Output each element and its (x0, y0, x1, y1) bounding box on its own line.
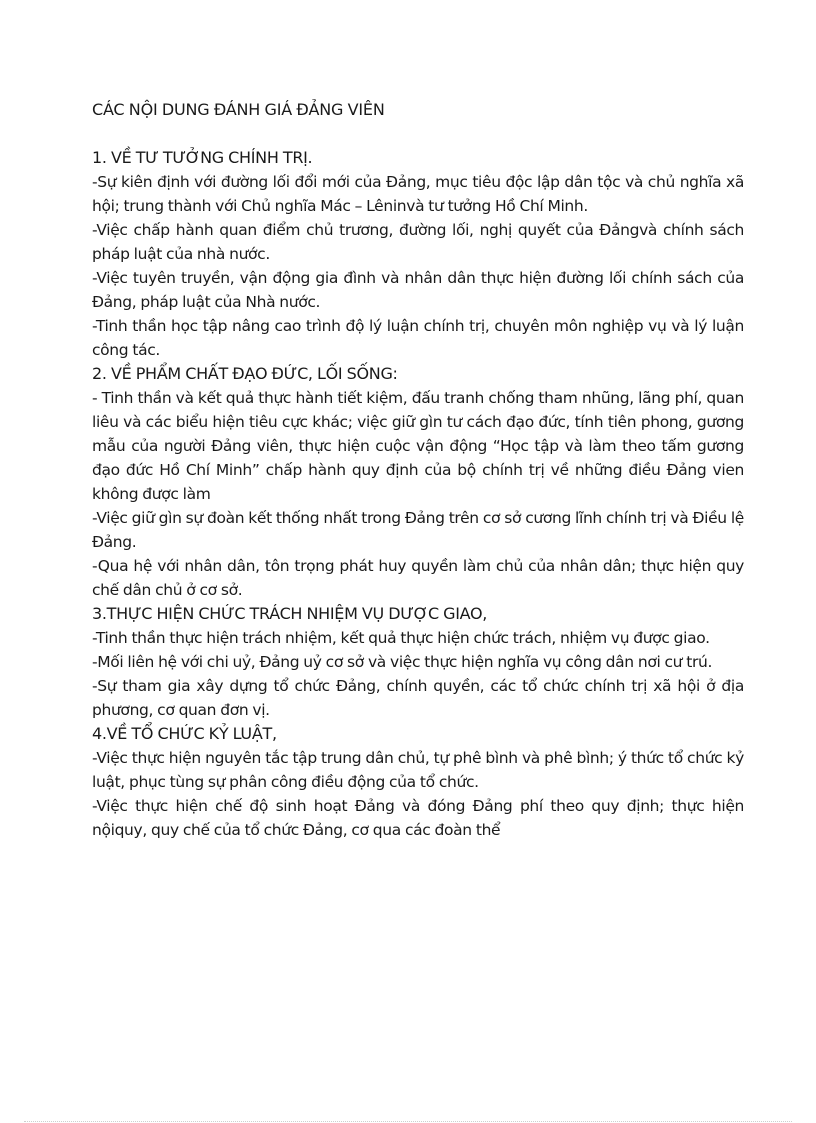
paragraph: -Sự tham gia xây dựng tổ chức Đảng, chính quyền, các tổ chức chính trị xã hội ở địa phương, cơ quan đơn vị. (92, 677, 744, 719)
paragraph: -Mối liên hệ với chi uỷ, Đảng uỷ cơ sở và việc thực hiện nghĩa vụ công dân nơi cư trú. (92, 653, 713, 671)
paragraph: -Việc tuyên truyền, vận động gia đình và nhân dân thực hiện đường lối chính sách của Đảng, pháp luật của Nhà nước. (92, 269, 744, 311)
paragraph: -Sự kiên định với đường lối đổi mới của Đảng, mục tiêu độc lập dân tộc và chủ nghĩa xã hội; trung thành với Chủ nghĩa Mác – Lêninvà tư tưởng Hồ Chí Minh. (92, 173, 744, 215)
paragraph: -Qua hệ với nhân dân, tôn trọng phát huy quyền làm chủ của nhân dân; thực hiện quy chế dân chủ ở cơ sở. (92, 557, 744, 599)
paragraph: -Việc thực hiện nguyên tắc tập trung dân chủ, tự phê bình và phê bình; ý thức tổ chức kỷ luật, phục tùng sự phân công điều động của tổ chức. (92, 749, 744, 791)
paragraph: -Việc chấp hành quan điểm chủ trương, đường lối, nghị quyết của Đảngvà chính sách pháp luật của nhà nước. (92, 221, 744, 263)
paragraph: -Tinh thần thực hiện trách nhiệm, kết quả thực hiện chức trách, nhiệm vụ được giao. (92, 629, 710, 647)
paragraph: -Việc thực hiện chế độ sinh hoạt Đảng và đóng Đảng phí theo quy định; thực hiện nộiquy, quy chế của tổ chức Đảng, cơ qua các đoàn thể (92, 797, 744, 839)
section-heading: 3.THỰC HIỆN CHỨC TRÁCH NHIỆM VỤ DƯỢC GIAO, (92, 604, 488, 623)
paragraph: -Tinh thần học tập nâng cao trình độ lý luận chính trị, chuyên môn nghiệp vụ và lý luận công tác. (92, 317, 744, 359)
section-discipline (92, 722, 744, 842)
page-bottom-divider (24, 1121, 792, 1122)
section-heading: 4.VỀ TỔ CHỨC KỶ LUẬT, (92, 724, 277, 743)
section-ethics-lifestyle (92, 362, 744, 602)
paragraph: -Việc giữ gìn sự đoàn kết thống nhất trong Đảng trên cơ sở cương lĩnh chính trị và Điều lệ Đảng. (92, 509, 744, 551)
paragraph: - Tinh thần và kết quả thực hành tiết kiệm, đấu tranh chống tham nhũng, lãng phí, quan liêu và các biểu hiện tiêu cực khác; việc giữ gìn tư cách đạo đức, tính tiên phong, gương mẫu của người Đảng viên, thực hiện cuộc vận động “Học tập và làm theo tấm gương đạo đức Hồ Chí Minh” chấp hành quy định của bộ chính trị về những điều Đảng vien không được làm (92, 389, 744, 503)
section-heading: 1. VỀ TƯ TƯỞNG CHÍNH TRỊ. (92, 148, 313, 167)
section-duties (92, 602, 744, 722)
document-body (92, 98, 744, 842)
section-heading: 2. VỀ PHẨM CHẤT ĐẠO ĐỨC, LỐI SỐNG: (92, 364, 398, 383)
section-political-ideology (92, 146, 744, 362)
document-title: CÁC NỘI DUNG ĐÁNH GIÁ ĐẢNG VIÊN (92, 100, 385, 119)
